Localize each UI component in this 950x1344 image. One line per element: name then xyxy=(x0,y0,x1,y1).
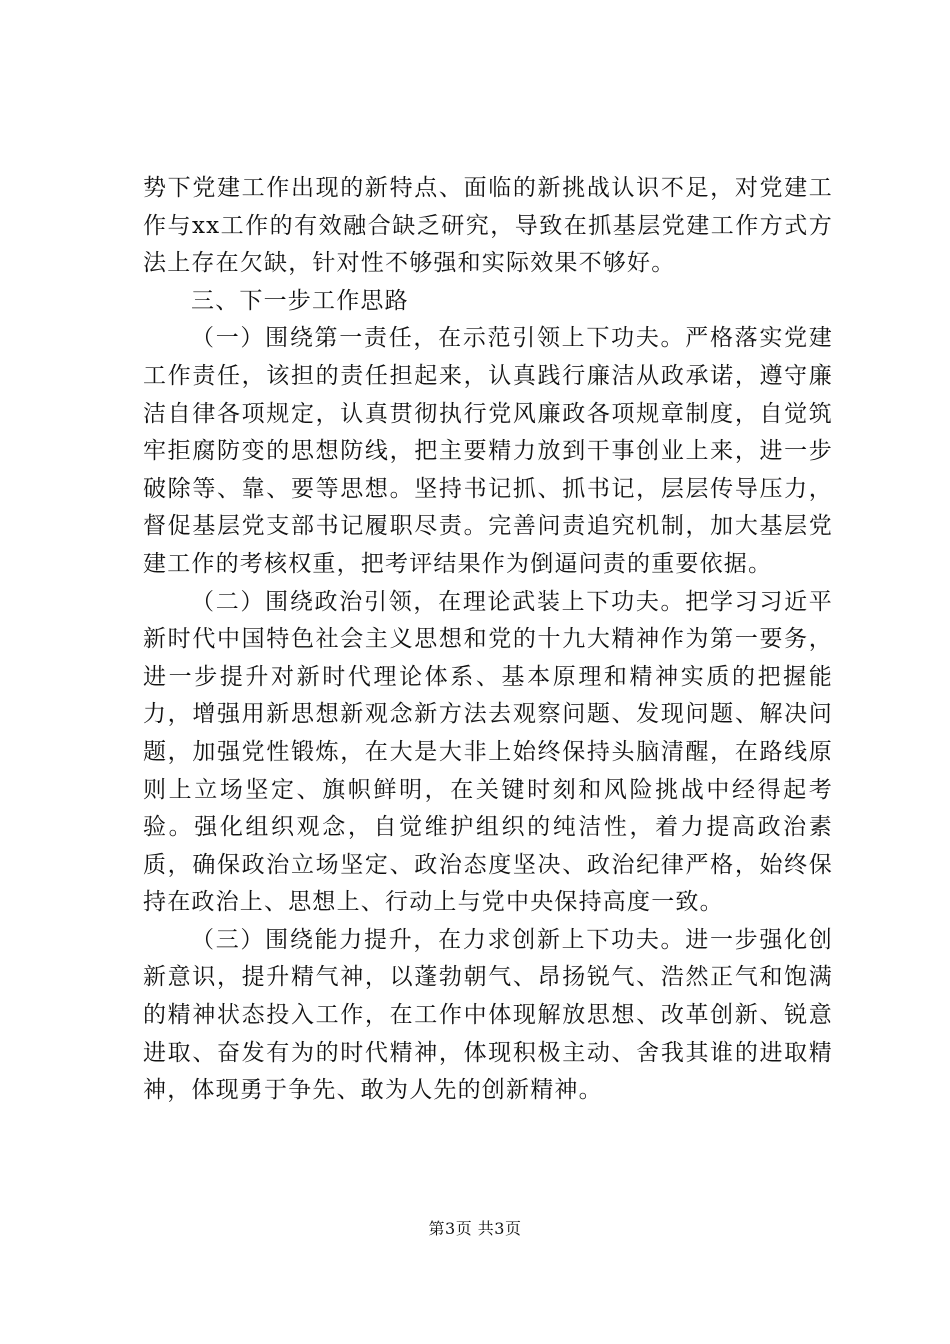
section-heading: 三、下一步工作思路 xyxy=(191,287,409,314)
page-footer: 第3页 共3页 xyxy=(428,1219,522,1238)
paragraph-continuation: 势下党建工作出现的新特点、面临的新挑战认识不足，对党建工作与xx工作的有效融合缺乏研究，导致在抓基层党建工作方式方法上存在欠缺，针对性不够强和实际效果不够好。 xyxy=(143,175,833,277)
paragraph-item-2: （二）围绕政治引领，在理论武装上下功夫。把学习习近平新时代中国特色社会主义思想和党的十九大精神作为第一要务，进一步提升对新时代理论体系、基本原理和精神实质的把握能力，增强用新思想新观念新方法去观察问题、发现问题、解决问题，加强党性锻炼，在大是大非上始终保持头脑清醒，在路线原则上立场坚定、旗帜鲜明，在关键时刻和风险挑战中经得起考验。强化组织观念，自觉维护组织的纯洁性，着力提高政治素质，确保政治立场坚定、政治态度坚决、政治纪律严格，始终保持在政治上、思想上、行动上与党中央保持高度一致。 xyxy=(143,588,833,916)
document-body xyxy=(143,170,833,1110)
paragraph-item-1: （一）围绕第一责任，在示范引领上下功夫。严格落实党建工作责任，该担的责任担起来，认真践行廉洁从政承诺，遵守廉洁自律各项规定，认真贯彻执行党风廉政各项规章制度，自觉筑牢拒腐防变的思想防线，把主要精力放到干事创业上来，进一步破除等、靠、要等思想。坚持书记抓、抓书记，层层传导压力，督促基层党支部书记履职尽责。完善问责追究机制，加大基层党建工作的考核权重，把考评结果作为倒逼问责的重要依据。 xyxy=(143,325,833,577)
paragraph-item-3: （三）围绕能力提升，在力求创新上下功夫。进一步强化创新意识，提升精气神，以蓬勃朝气、昂扬锐气、浩然正气和饱满的精神状态投入工作，在工作中体现解放思想、改革创新、锐意进取、奋发有为的时代精神，体现积极主动、舍我其谁的进取精神，体现勇于争先、敢为人先的创新精神。 xyxy=(143,926,833,1104)
